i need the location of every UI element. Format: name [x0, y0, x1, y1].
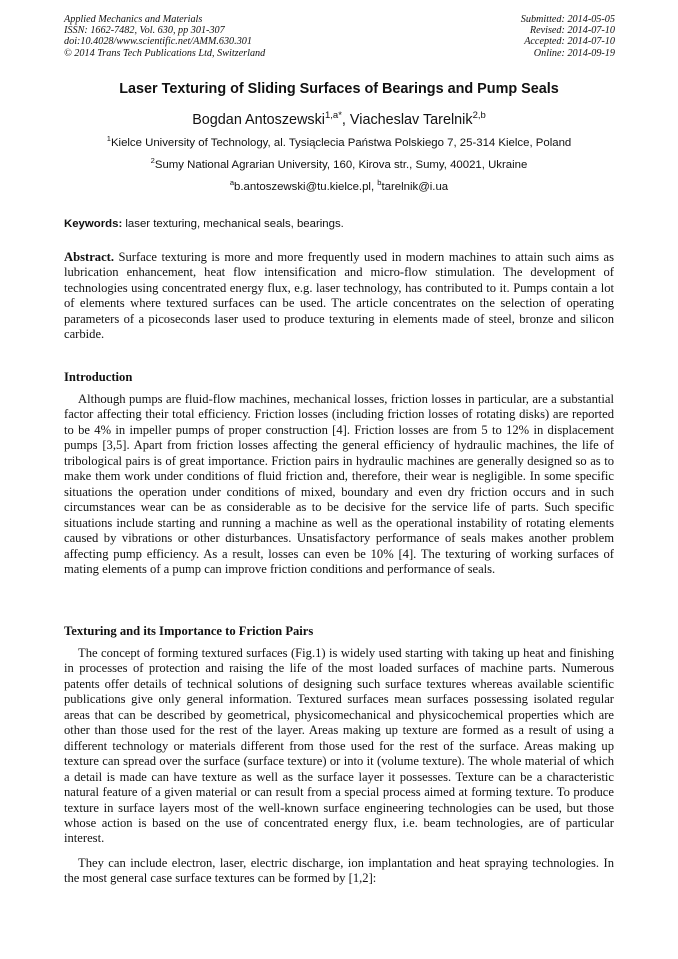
- abstract-text: Surface texturing is more and more frequently used in modern machines to attain such aims as lubrication enhancement, heat flow intensification and micro-flow stimulation. The development of technologies using concentrated energy flux, e.g. laser technology, has contributed to it. Pumps contain a lot of elements where textured surfaces can be used. The article concentrates on the selection of operating parameters of a picoseconds laser used to produce texturing in elements made of steel, bronze and silicon carbide.: [64, 250, 614, 342]
- email-line: [30, 180, 648, 195]
- doi-line: doi:10.4028/www.scientific.net/AMM.630.301: [64, 36, 252, 48]
- author-affiliation-mark: 1,a*: [325, 110, 342, 122]
- keywords: [64, 217, 614, 232]
- publication-dates: [375, 14, 615, 59]
- abstract: [64, 250, 614, 343]
- author-separator: ,: [341, 112, 350, 128]
- email-mark: a: [229, 178, 235, 188]
- author-affiliation-mark: 2,b: [472, 110, 486, 122]
- email-address: tarelnik@i.ua: [381, 181, 449, 193]
- email-mark: b: [377, 178, 382, 188]
- keywords-text: laser texturing, mechanical seals, bearings.: [122, 218, 344, 230]
- accepted-date: Accepted: 2014-07-10: [524, 36, 615, 48]
- issn-line: ISSN: 1662-7482, Vol. 630, pp 301-307: [64, 25, 225, 37]
- body-paragraph: Although pumps are fluid-flow machines, mechanical losses, friction losses in particular, are a substantial factor affecting their total efficiency. Friction losses (including friction losses of rotating disks) are reported to be 4% in impeller pumps of proper construction [4]. Friction losses are from 5 to 12% in displacement pumps [3,5]. Apart from friction losses affecting the general efficiency of hydraulic machines, the life of tribological pairs is of great importance. Friction pairs in hydraulic machines are generally designed so as to make them work under conditions of fluid friction and, therefore, their wear is negligible. In some specific situations the operation under conditions of mixed, boundary and even dry friction occurs and in such circumstances wear can be as considerable as to be decisive for the service life of parts. Such specific situations include starting and running a machine as well as the operational instability of rotating elements caused by vibrations or other disturbances. Unsatisfactory performance of seals makes another problem affecting pump efficiency. As a result, losses can even be 10% [4]. The texturing of working surfaces of mating elements of a pump can improve friction conditions and performance of seals.: [64, 392, 614, 576]
- author-name: Viacheslav Tarelnik: [349, 112, 473, 128]
- author-line: [40, 111, 638, 129]
- abstract-label: Abstract.: [64, 250, 115, 264]
- submitted-date: Submitted: 2014-05-05: [520, 14, 615, 25]
- paper-title: Laser Texturing of Sliding Surfaces of Bearings and Pump Seals: [119, 81, 559, 97]
- email-address: b.antoszewski@tu.kielce.pl,: [234, 181, 378, 193]
- journal-name: Applied Mechanics and Materials: [64, 14, 203, 25]
- copyright-line: © 2014 Trans Tech Publications Ltd, Switzerland: [64, 47, 266, 59]
- journal-info: [64, 14, 344, 59]
- keywords-label: Keywords:: [64, 218, 123, 230]
- affiliation-2: [30, 158, 648, 173]
- affiliation-1: [30, 136, 648, 151]
- body-paragraph: The concept of forming textured surfaces (Fig.1) is widely used starting with taking up heat and finishing in processes of protection and raising the life of the most loaded surfaces of machine parts. Numerous patents offer details of technical solutions of designing such surface textures whereas available scientific publications give only general information. Textured surfaces mean surfaces possessing isolated regular areas that can be described by geometrical, physicomechanical and physicochemical properties which are other than those used for the rest of the layer. Areas making up texture are formed as a result of using a different technology or materials different from those used for the rest of the surface. Areas making up texture can spread over the surface (surface texture) or into it (volume texture). The whole material of which a detail is made can have texture as well as the surface layer it possesses. Texture can be a characteristic natural feature of a given material or can result from a special process aimed at forming texture. To produce texture in surface layers most of the well-known surface engineering technologies can be used, but those whose action is based on the use of concentrated energy flux, i.e. beam technologies, are of particular interest.: [64, 646, 614, 846]
- affiliation-mark: 1: [106, 134, 111, 144]
- revised-date: Revised: 2014-07-10: [529, 25, 615, 37]
- affiliation-text: Kielce University of Technology, al. Tysiąclecia Państwa Polskiego 7, 25-314 Kielce, Poland: [110, 137, 572, 149]
- affiliation-mark: 2: [150, 156, 155, 166]
- affiliation-text: Sumy National Agrarian University, 160, Kirova str., Sumy, 40021, Ukraine: [154, 159, 528, 171]
- section-heading: Introduction: [64, 370, 133, 384]
- section-heading: Texturing and its Importance to Friction Pairs: [64, 624, 314, 638]
- author-name: Bogdan Antoszewski: [192, 112, 325, 128]
- body-paragraph: They can include electron, laser, electric discharge, ion implantation and heat spraying technologies. In the most general case surface textures can be formed by [1,2]:: [64, 856, 614, 886]
- online-date: Online: 2014-09-19: [533, 47, 615, 59]
